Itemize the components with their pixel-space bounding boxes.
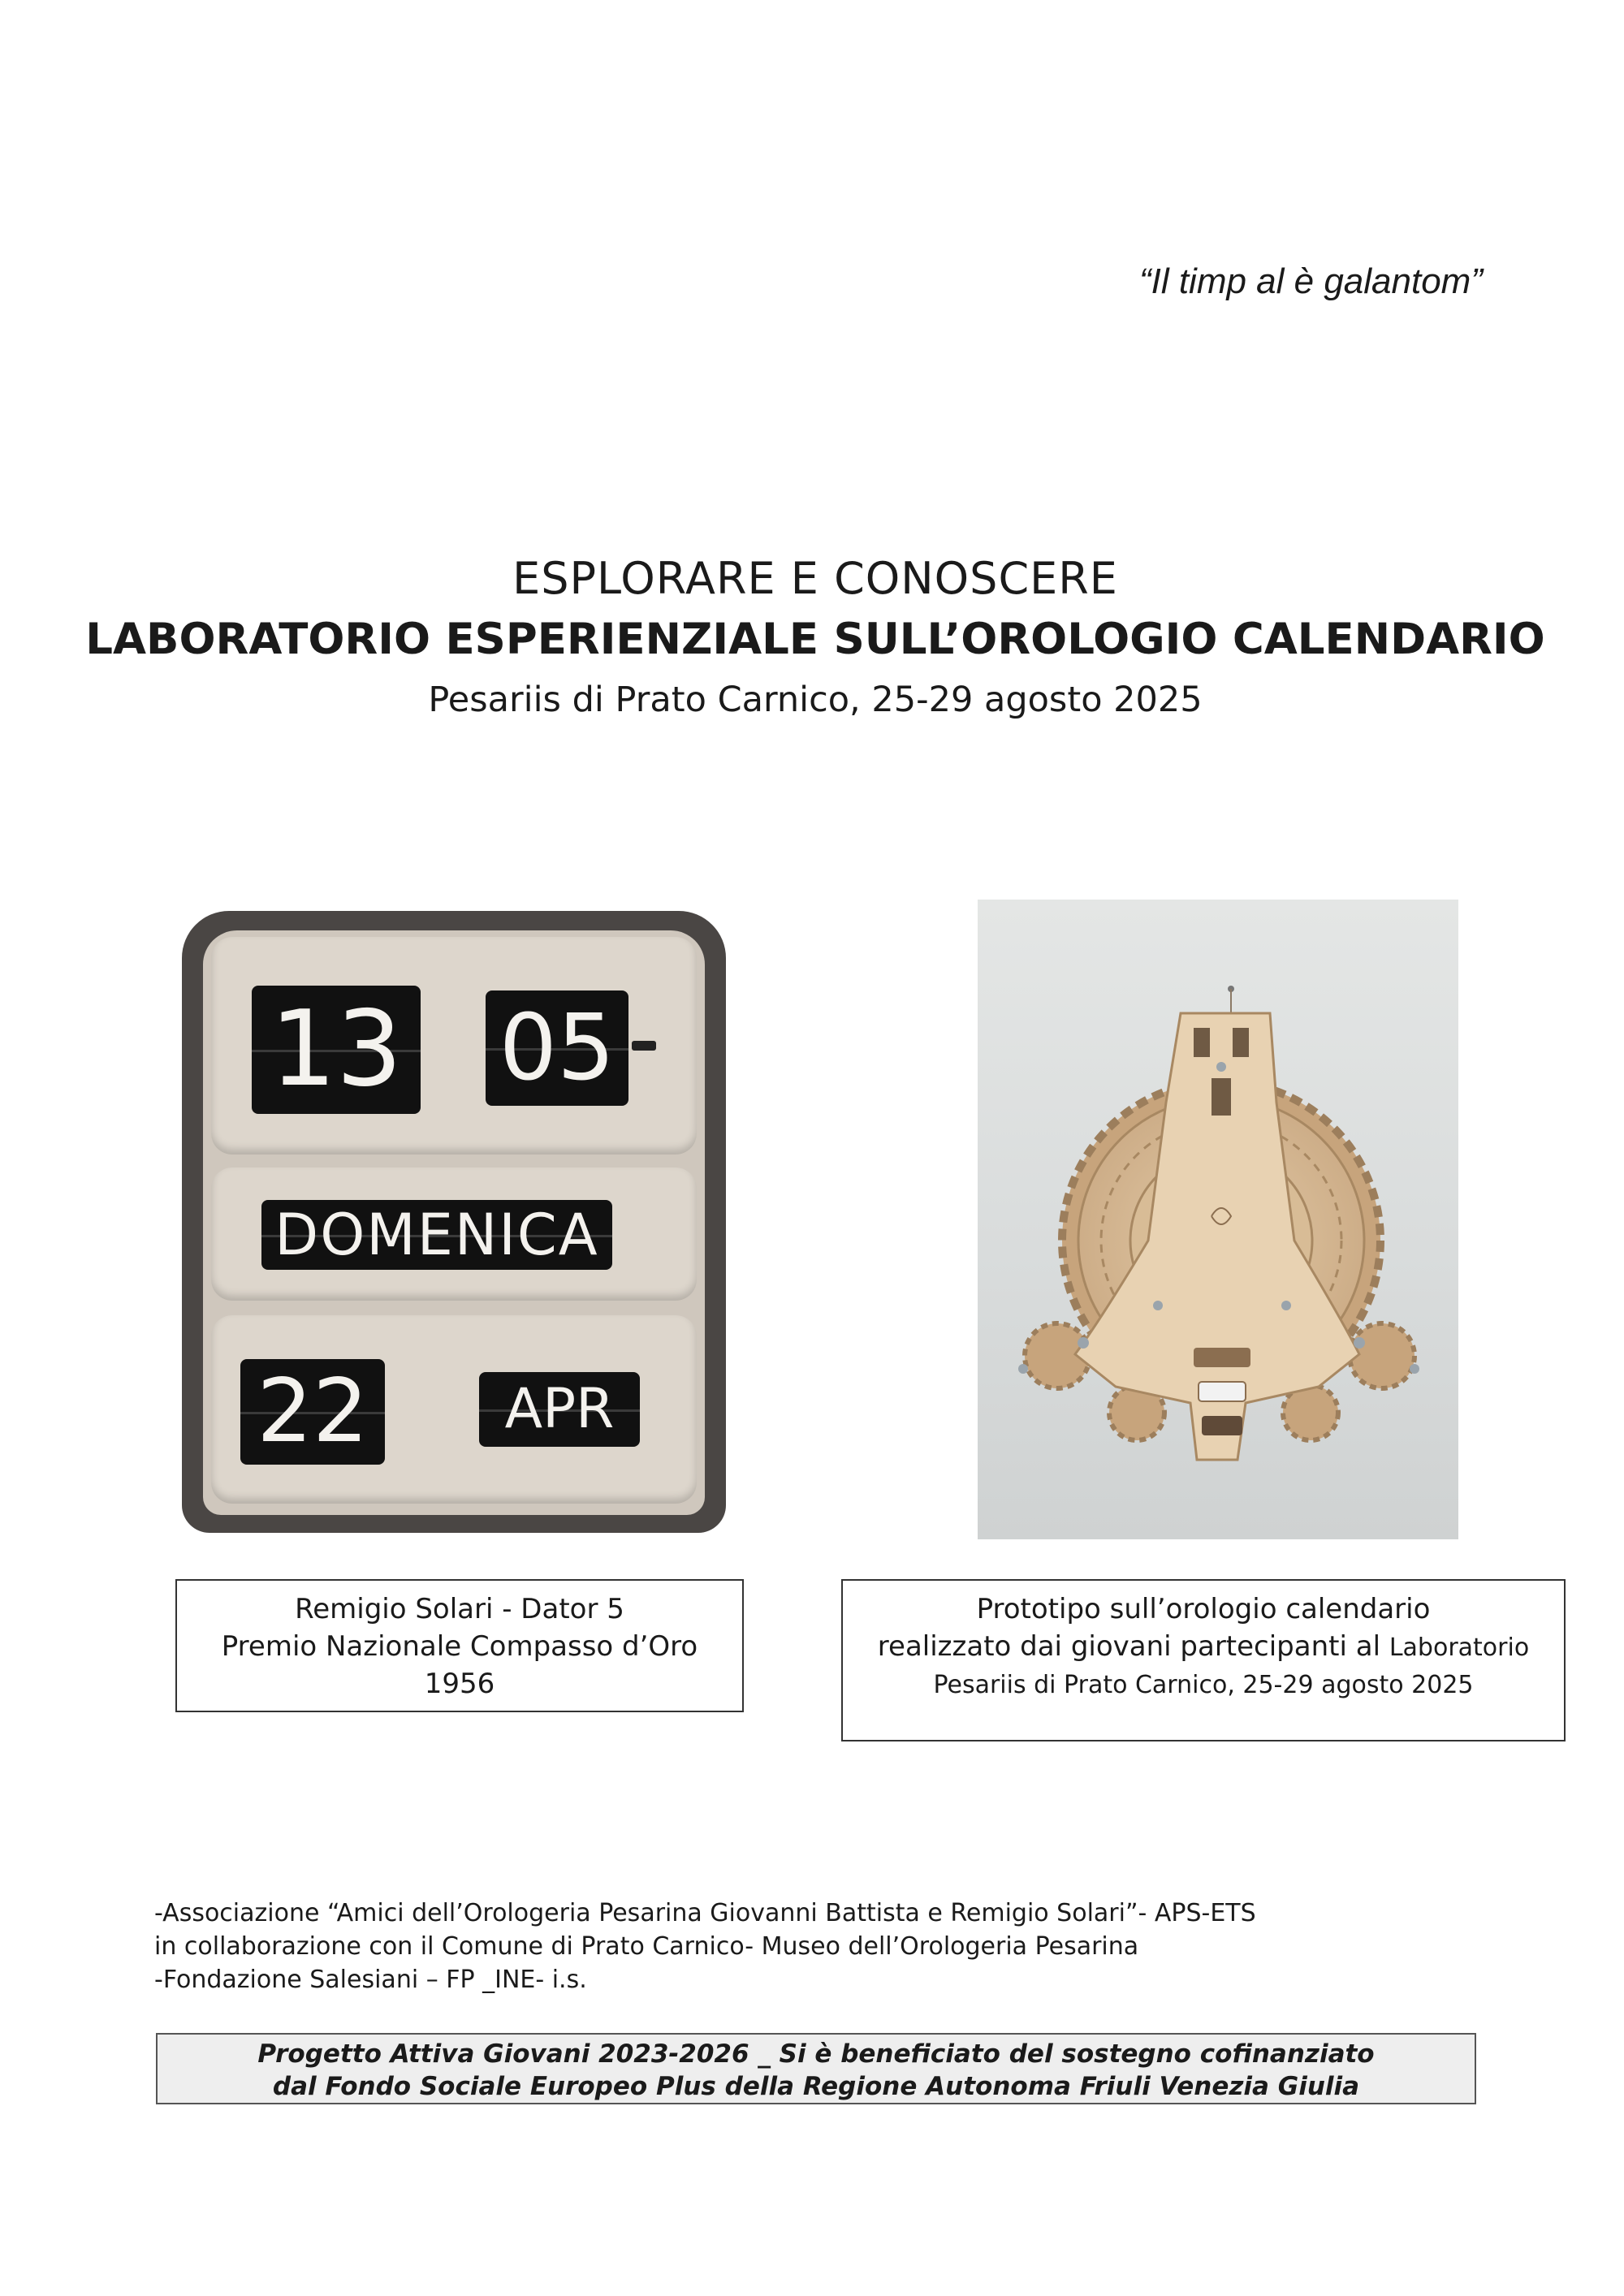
motto-quote: “Il timp al è galantom” (1138, 261, 1483, 301)
month-flap (479, 1372, 640, 1447)
clock-knob (632, 1041, 656, 1051)
caption-left-line-2: Premio Nazionale Compasso d’Oro (221, 1630, 698, 1663)
caption-left-line-3: 1956 (424, 1668, 495, 1700)
clock-frame (182, 911, 726, 1533)
day-flap (240, 1359, 385, 1465)
caption-left-line-1: Remigio Solari - Dator 5 (295, 1593, 624, 1625)
hour-digits: 13 (270, 989, 403, 1110)
wooden-calendar-illustration (978, 900, 1458, 1539)
weekday-text: DOMENICA (274, 1202, 599, 1268)
prototype-photo (978, 900, 1458, 1539)
clock-face (203, 930, 705, 1515)
weekday-flap (261, 1200, 612, 1270)
caption-left (175, 1579, 744, 1712)
partner-line-2: in collaborazione con il Comune di Prato Carnico- Museo dell’Orologeria Pesarina (154, 1932, 1139, 1961)
minute-flap (486, 990, 628, 1106)
caption-right-line-2b: Laboratorio (1389, 1634, 1530, 1662)
caption-right-line-3: Pesariis di Prato Carnico, 25-29 agosto 2025 (933, 1671, 1474, 1699)
day-digits: 22 (257, 1361, 369, 1462)
month-text: APR (504, 1377, 615, 1441)
partner-line-3: -Fondazione Salesiani – FP _INE- i.s. (154, 1966, 587, 1994)
caption-right-line-2a: realizzato dai giovani partecipanti al (877, 1630, 1389, 1663)
date-panel (211, 1315, 697, 1504)
title-line-1: ESPLORARE E CONOSCERE (512, 553, 1118, 604)
funding-line-2: dal Fondo Sociale Europeo Plus della Regione Autonoma Friuli Venezia Giulia (272, 2072, 1360, 2101)
time-panel (211, 937, 697, 1154)
hour-flap (252, 986, 421, 1114)
caption-right (841, 1579, 1566, 1741)
flip-clock-photo (177, 900, 732, 1536)
caption-right-line-2 (843, 1628, 1564, 1667)
weekday-panel (211, 1167, 697, 1301)
funding-line-1: Progetto Attiva Giovani 2023-2026 _ Si è beneficiato del sostegno cofinanziato (257, 2039, 1375, 2069)
title-line-2: LABORATORIO ESPERIENZIALE SULL’OROLOGIO CALENDARIO (85, 615, 1545, 664)
funding-box (156, 2033, 1476, 2104)
partner-line-1: -Associazione “Amici dell’Orologeria Pesarina Giovanni Battista e Remigio Solari”- APS-ETS (154, 1899, 1256, 1927)
partners-block (154, 1897, 1256, 1996)
title-block (0, 549, 1624, 729)
minute-digits: 05 (499, 995, 615, 1101)
caption-right-line-1: Prototipo sull’orologio calendario (976, 1593, 1431, 1625)
title-line-3: Pesariis di Prato Carnico, 25-29 agosto 2025 (428, 680, 1203, 720)
